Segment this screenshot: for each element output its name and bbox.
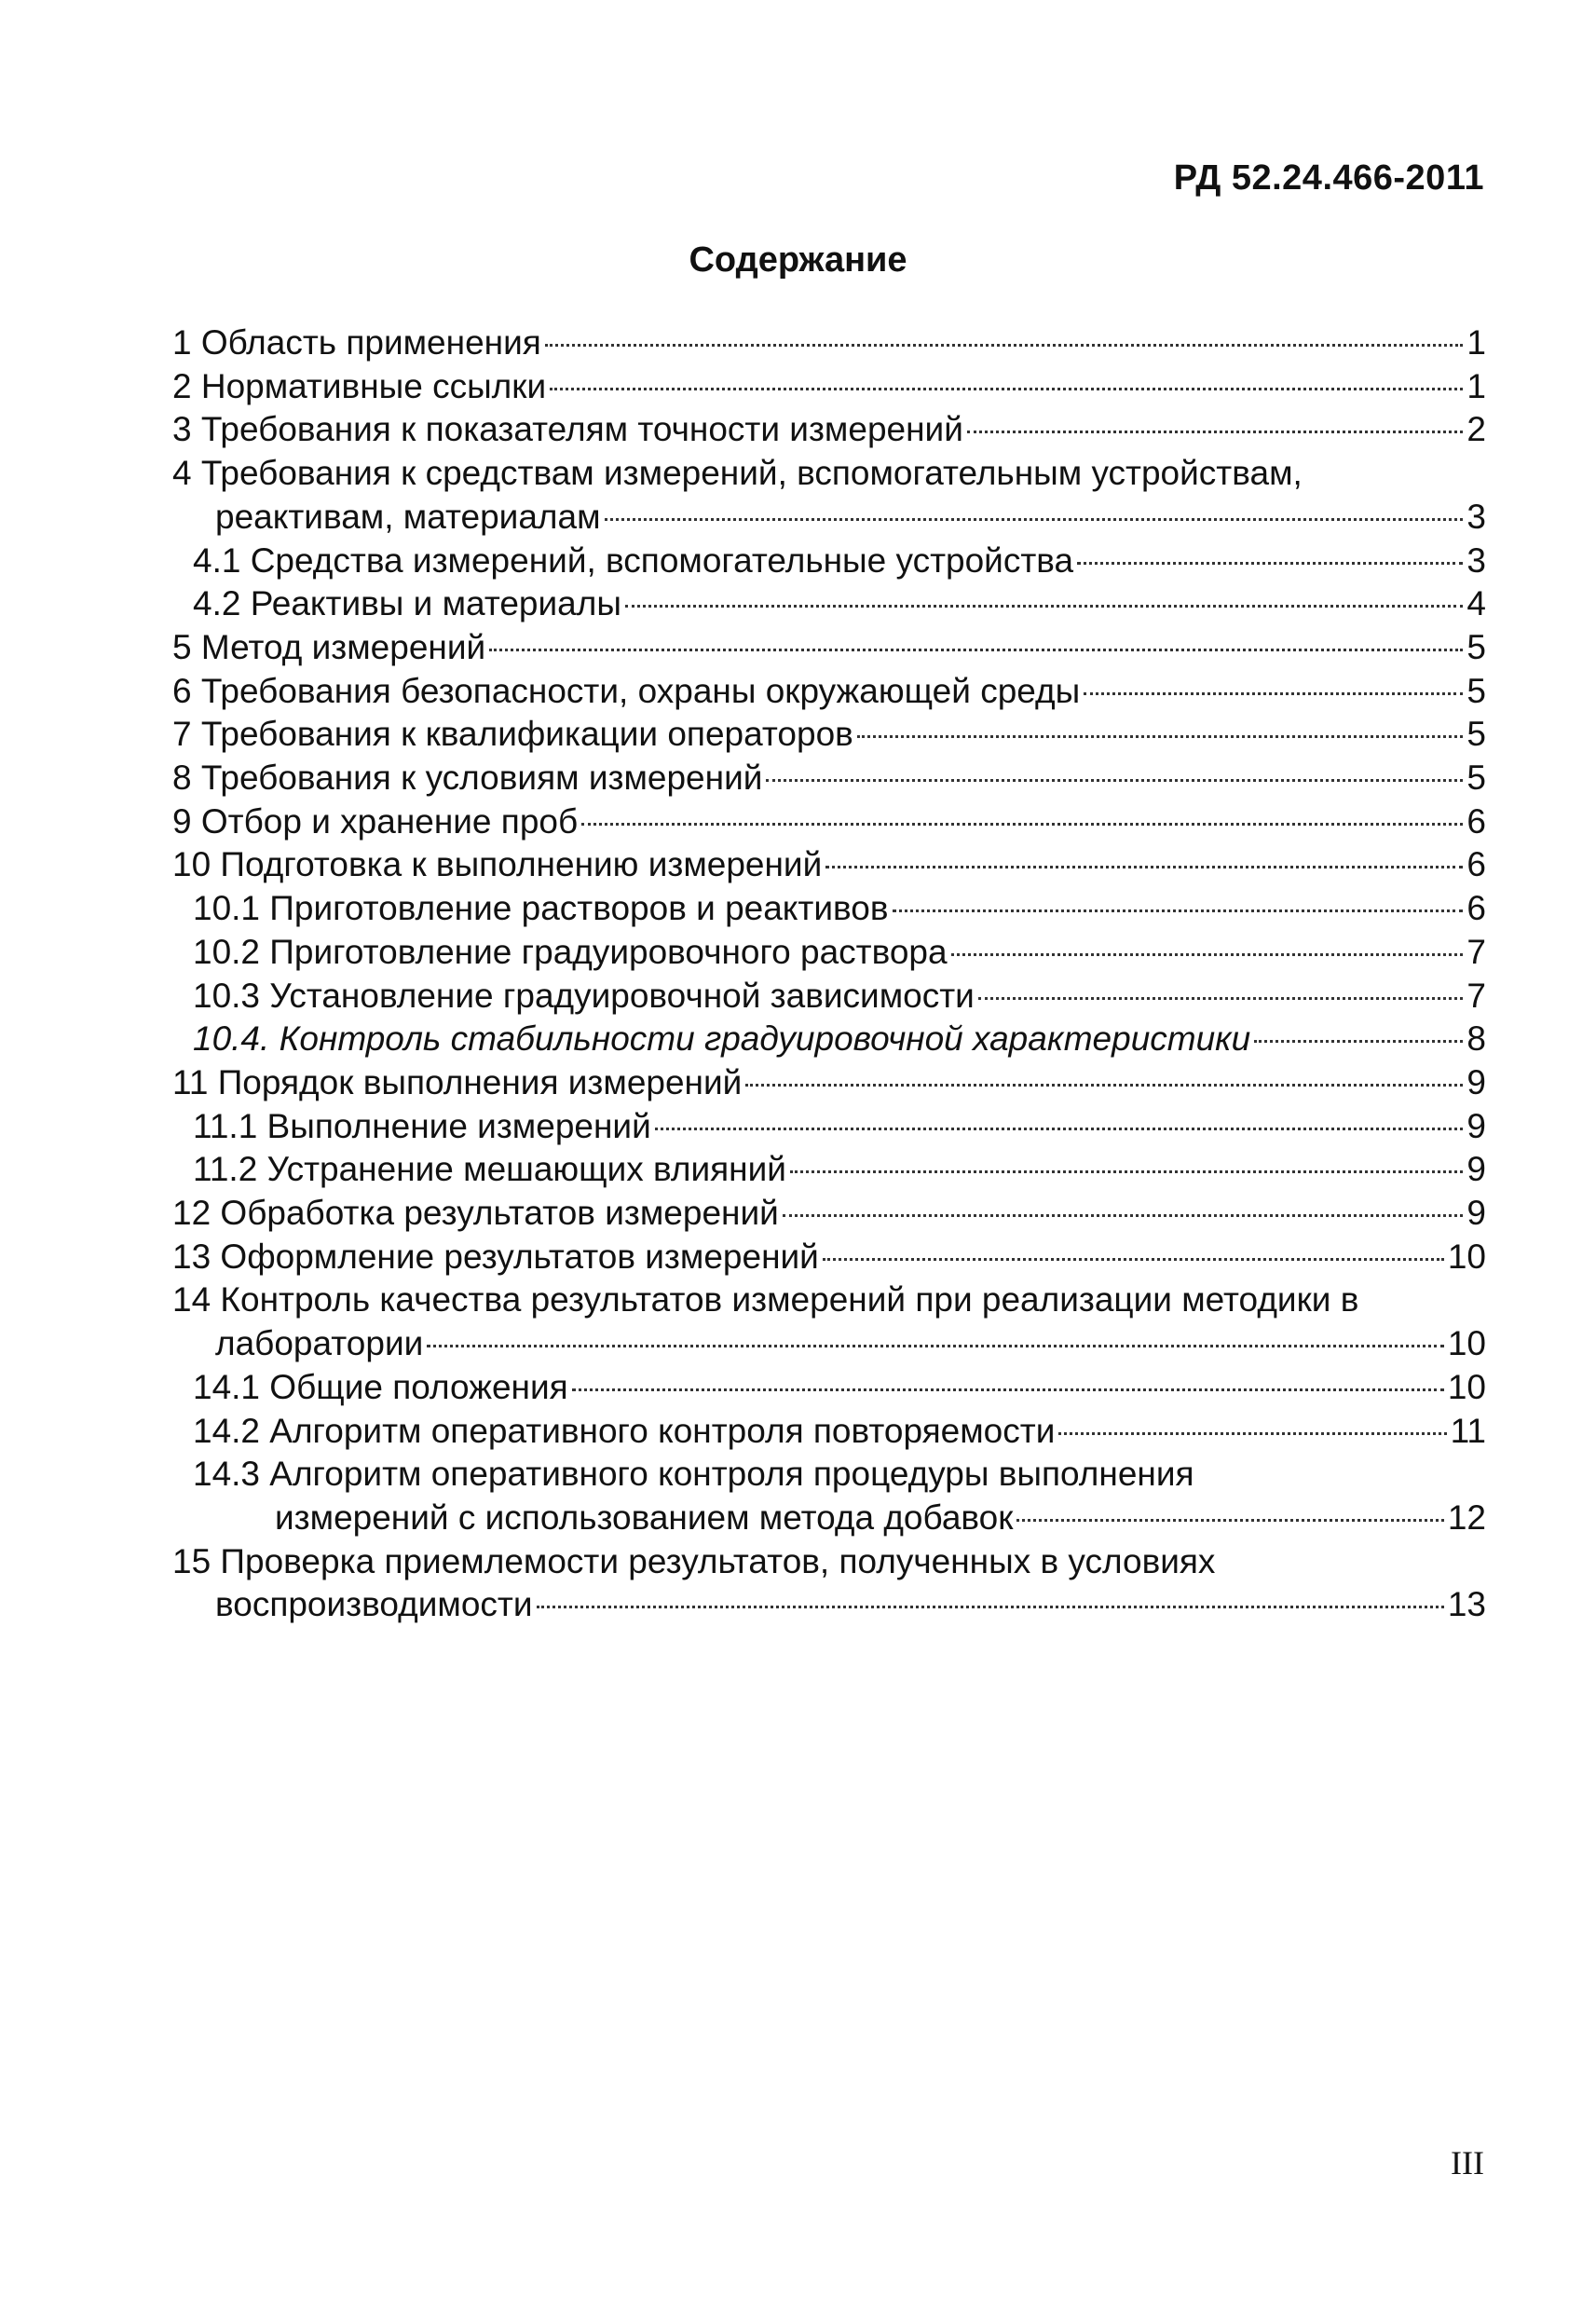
toc-entry-title: 10.4. Контроль стабильности градуировочной характеристики bbox=[193, 1019, 1251, 1059]
toc-entry-6[interactable] bbox=[172, 670, 1486, 714]
toc-entry-7[interactable] bbox=[172, 713, 1486, 757]
toc-entry-page: 6 bbox=[1466, 889, 1486, 928]
toc-entry-10-2[interactable] bbox=[172, 931, 1486, 975]
toc-entry-10[interactable] bbox=[172, 843, 1486, 887]
toc-entry-page: 9 bbox=[1466, 1062, 1486, 1101]
toc-entry-title: 1 Область применения bbox=[172, 323, 541, 362]
toc-entry-10-4[interactable] bbox=[172, 1018, 1486, 1061]
dot-leader bbox=[857, 735, 1464, 738]
toc-entry-title: 4.2 Реактивы и материалы bbox=[193, 584, 621, 623]
toc-entry-title-line1: 14 Контроль качества результатов измерений при реализации методики в bbox=[172, 1280, 1359, 1320]
toc-entry-title: 10 Подготовка к выполнению измерений bbox=[172, 845, 823, 884]
toc-entry-14-2[interactable] bbox=[172, 1410, 1486, 1454]
dot-leader bbox=[489, 649, 1463, 651]
dot-leader bbox=[1254, 1040, 1463, 1043]
dot-leader bbox=[790, 1170, 1463, 1173]
dot-leader bbox=[1084, 692, 1463, 695]
dot-leader bbox=[545, 344, 1464, 347]
toc-entry-title-line1: 14.3 Алгоритм оперативного контроля процедуры выполнения bbox=[193, 1455, 1194, 1494]
toc-entry-page: 12 bbox=[1447, 1497, 1486, 1537]
toc-entry-2[interactable] bbox=[172, 365, 1486, 409]
dot-leader bbox=[655, 1128, 1464, 1130]
toc-entry-title: 12 Обработка результатов измерений bbox=[172, 1194, 779, 1233]
toc-entry-title: 8 Требования к условиям измерений bbox=[172, 759, 763, 798]
dot-leader bbox=[745, 1084, 1463, 1087]
toc-entry-page: 3 bbox=[1466, 497, 1486, 536]
dot-leader bbox=[572, 1388, 1444, 1391]
toc-entry-14-1[interactable] bbox=[172, 1366, 1486, 1410]
toc-entry-14[interactable] bbox=[172, 1279, 1486, 1365]
toc-entry-3[interactable] bbox=[172, 408, 1486, 452]
toc-entry-4-1[interactable] bbox=[172, 540, 1486, 583]
toc-entry-page: 1 bbox=[1466, 323, 1486, 362]
toc-entry-title: 10.3 Установление градуировочной зависимости bbox=[193, 976, 975, 1015]
dot-leader bbox=[823, 1258, 1444, 1261]
toc-entry-page: 10 bbox=[1447, 1237, 1486, 1276]
toc-entry-title: 11.1 Выполнение измерений bbox=[193, 1106, 651, 1145]
toc-entry-5[interactable] bbox=[172, 626, 1486, 670]
dot-leader bbox=[766, 779, 1463, 782]
dot-leader bbox=[978, 997, 1464, 1000]
toc-entry-10-1[interactable] bbox=[172, 887, 1486, 931]
toc-entry-14-3[interactable] bbox=[172, 1453, 1486, 1539]
dot-leader bbox=[1016, 1519, 1443, 1522]
dot-leader bbox=[605, 518, 1464, 521]
toc-entry-page: 6 bbox=[1466, 845, 1486, 884]
toc-entry-page: 5 bbox=[1466, 627, 1486, 666]
toc-heading: Содержание bbox=[689, 240, 907, 280]
toc-entry-page: 5 bbox=[1466, 715, 1486, 754]
toc-entry-page: 6 bbox=[1466, 801, 1486, 841]
toc-entry-title: 13 Оформление результатов измерений bbox=[172, 1237, 819, 1276]
toc-entry-page: 4 bbox=[1466, 584, 1486, 623]
toc-entry-title: 4.1 Средства измерений, вспомогательные устройства bbox=[193, 540, 1074, 580]
page-number: III bbox=[1451, 2144, 1484, 2181]
dot-leader bbox=[967, 431, 1464, 433]
toc-entry-title: лаборатории bbox=[215, 1324, 424, 1363]
toc-entry-11[interactable] bbox=[172, 1061, 1486, 1105]
toc-entry-title: реактивам, материалам bbox=[215, 497, 601, 536]
toc-entry-page: 10 bbox=[1447, 1367, 1486, 1406]
toc-entry-page: 5 bbox=[1466, 759, 1486, 798]
toc-entry-title: воспроизводимости bbox=[215, 1585, 533, 1624]
toc-entry-title: 7 Требования к квалификации операторов bbox=[172, 715, 853, 754]
toc-entry-page: 11 bbox=[1450, 1411, 1486, 1450]
toc-entry-page: 8 bbox=[1466, 1019, 1486, 1059]
toc-entry-page: 7 bbox=[1466, 976, 1486, 1015]
toc-entry-title: 10.2 Приготовление градуировочного раствора bbox=[193, 932, 948, 971]
toc-entry-title: 9 Отбор и хранение проб bbox=[172, 801, 579, 841]
toc-entry-4-2[interactable] bbox=[172, 582, 1486, 626]
toc-entry-title-line1: 4 Требования к средствам измерений, вспомогательным устройствам, bbox=[172, 454, 1303, 493]
dot-leader bbox=[427, 1345, 1444, 1347]
dot-leader bbox=[825, 866, 1463, 868]
dot-leader bbox=[783, 1214, 1464, 1217]
toc-entry-title: 14.1 Общие положения bbox=[193, 1367, 568, 1406]
dot-leader bbox=[1058, 1432, 1446, 1435]
toc-entry-11-2[interactable] bbox=[172, 1148, 1486, 1192]
toc-entry-page: 5 bbox=[1466, 671, 1486, 710]
toc-entry-title: 3 Требования к показателям точности измерений bbox=[172, 410, 963, 449]
toc-entry-page: 9 bbox=[1466, 1150, 1486, 1189]
toc-entry-title: 5 Метод измерений bbox=[172, 627, 486, 666]
toc-entry-title: 11 Порядок выполнения измерений bbox=[172, 1062, 743, 1101]
toc-entry-page: 9 bbox=[1466, 1106, 1486, 1145]
toc-entry-page: 7 bbox=[1466, 932, 1486, 971]
dot-leader bbox=[893, 909, 1464, 912]
toc-entry-8[interactable] bbox=[172, 757, 1486, 800]
dot-leader bbox=[550, 388, 1463, 390]
document-code: РД 52.24.466-2011 bbox=[1173, 158, 1484, 198]
toc-entry-title: 6 Требования безопасности, охраны окружающей среды bbox=[172, 671, 1081, 710]
toc-entry-10-3[interactable] bbox=[172, 975, 1486, 1019]
dot-leader bbox=[625, 605, 1463, 608]
dot-leader bbox=[537, 1606, 1444, 1608]
toc-entry-page: 2 bbox=[1466, 410, 1486, 449]
toc-entry-title: 10.1 Приготовление растворов и реактивов bbox=[193, 889, 889, 928]
toc-entry-title: измерений с использованием метода добавок bbox=[275, 1497, 1014, 1537]
toc-entry-12[interactable] bbox=[172, 1192, 1486, 1236]
toc-entry-page: 13 bbox=[1447, 1585, 1486, 1624]
toc-entry-page: 9 bbox=[1466, 1194, 1486, 1233]
toc-entry-15[interactable] bbox=[172, 1540, 1486, 1627]
dot-leader bbox=[1077, 562, 1463, 565]
toc-entry-1[interactable] bbox=[172, 321, 1486, 365]
toc-entry-11-1[interactable] bbox=[172, 1105, 1486, 1149]
toc-entry-page: 1 bbox=[1466, 366, 1486, 405]
toc-entry-title: 2 Нормативные ссылки bbox=[172, 366, 547, 405]
table-of-contents bbox=[172, 321, 1486, 1627]
dot-leader bbox=[581, 823, 1463, 826]
toc-entry-title: 11.2 Устранение мешающих влияний bbox=[193, 1150, 786, 1189]
toc-entry-4[interactable] bbox=[172, 452, 1486, 539]
toc-entry-page: 3 bbox=[1466, 540, 1486, 580]
toc-entry-13[interactable] bbox=[172, 1236, 1486, 1279]
dot-leader bbox=[951, 953, 1464, 956]
toc-entry-title-line1: 15 Проверка приемлемости результатов, полученных в условиях bbox=[172, 1541, 1216, 1580]
toc-entry-9[interactable] bbox=[172, 800, 1486, 844]
toc-entry-page: 10 bbox=[1447, 1324, 1486, 1363]
toc-entry-title: 14.2 Алгоритм оперативного контроля повторяемости bbox=[193, 1411, 1056, 1450]
